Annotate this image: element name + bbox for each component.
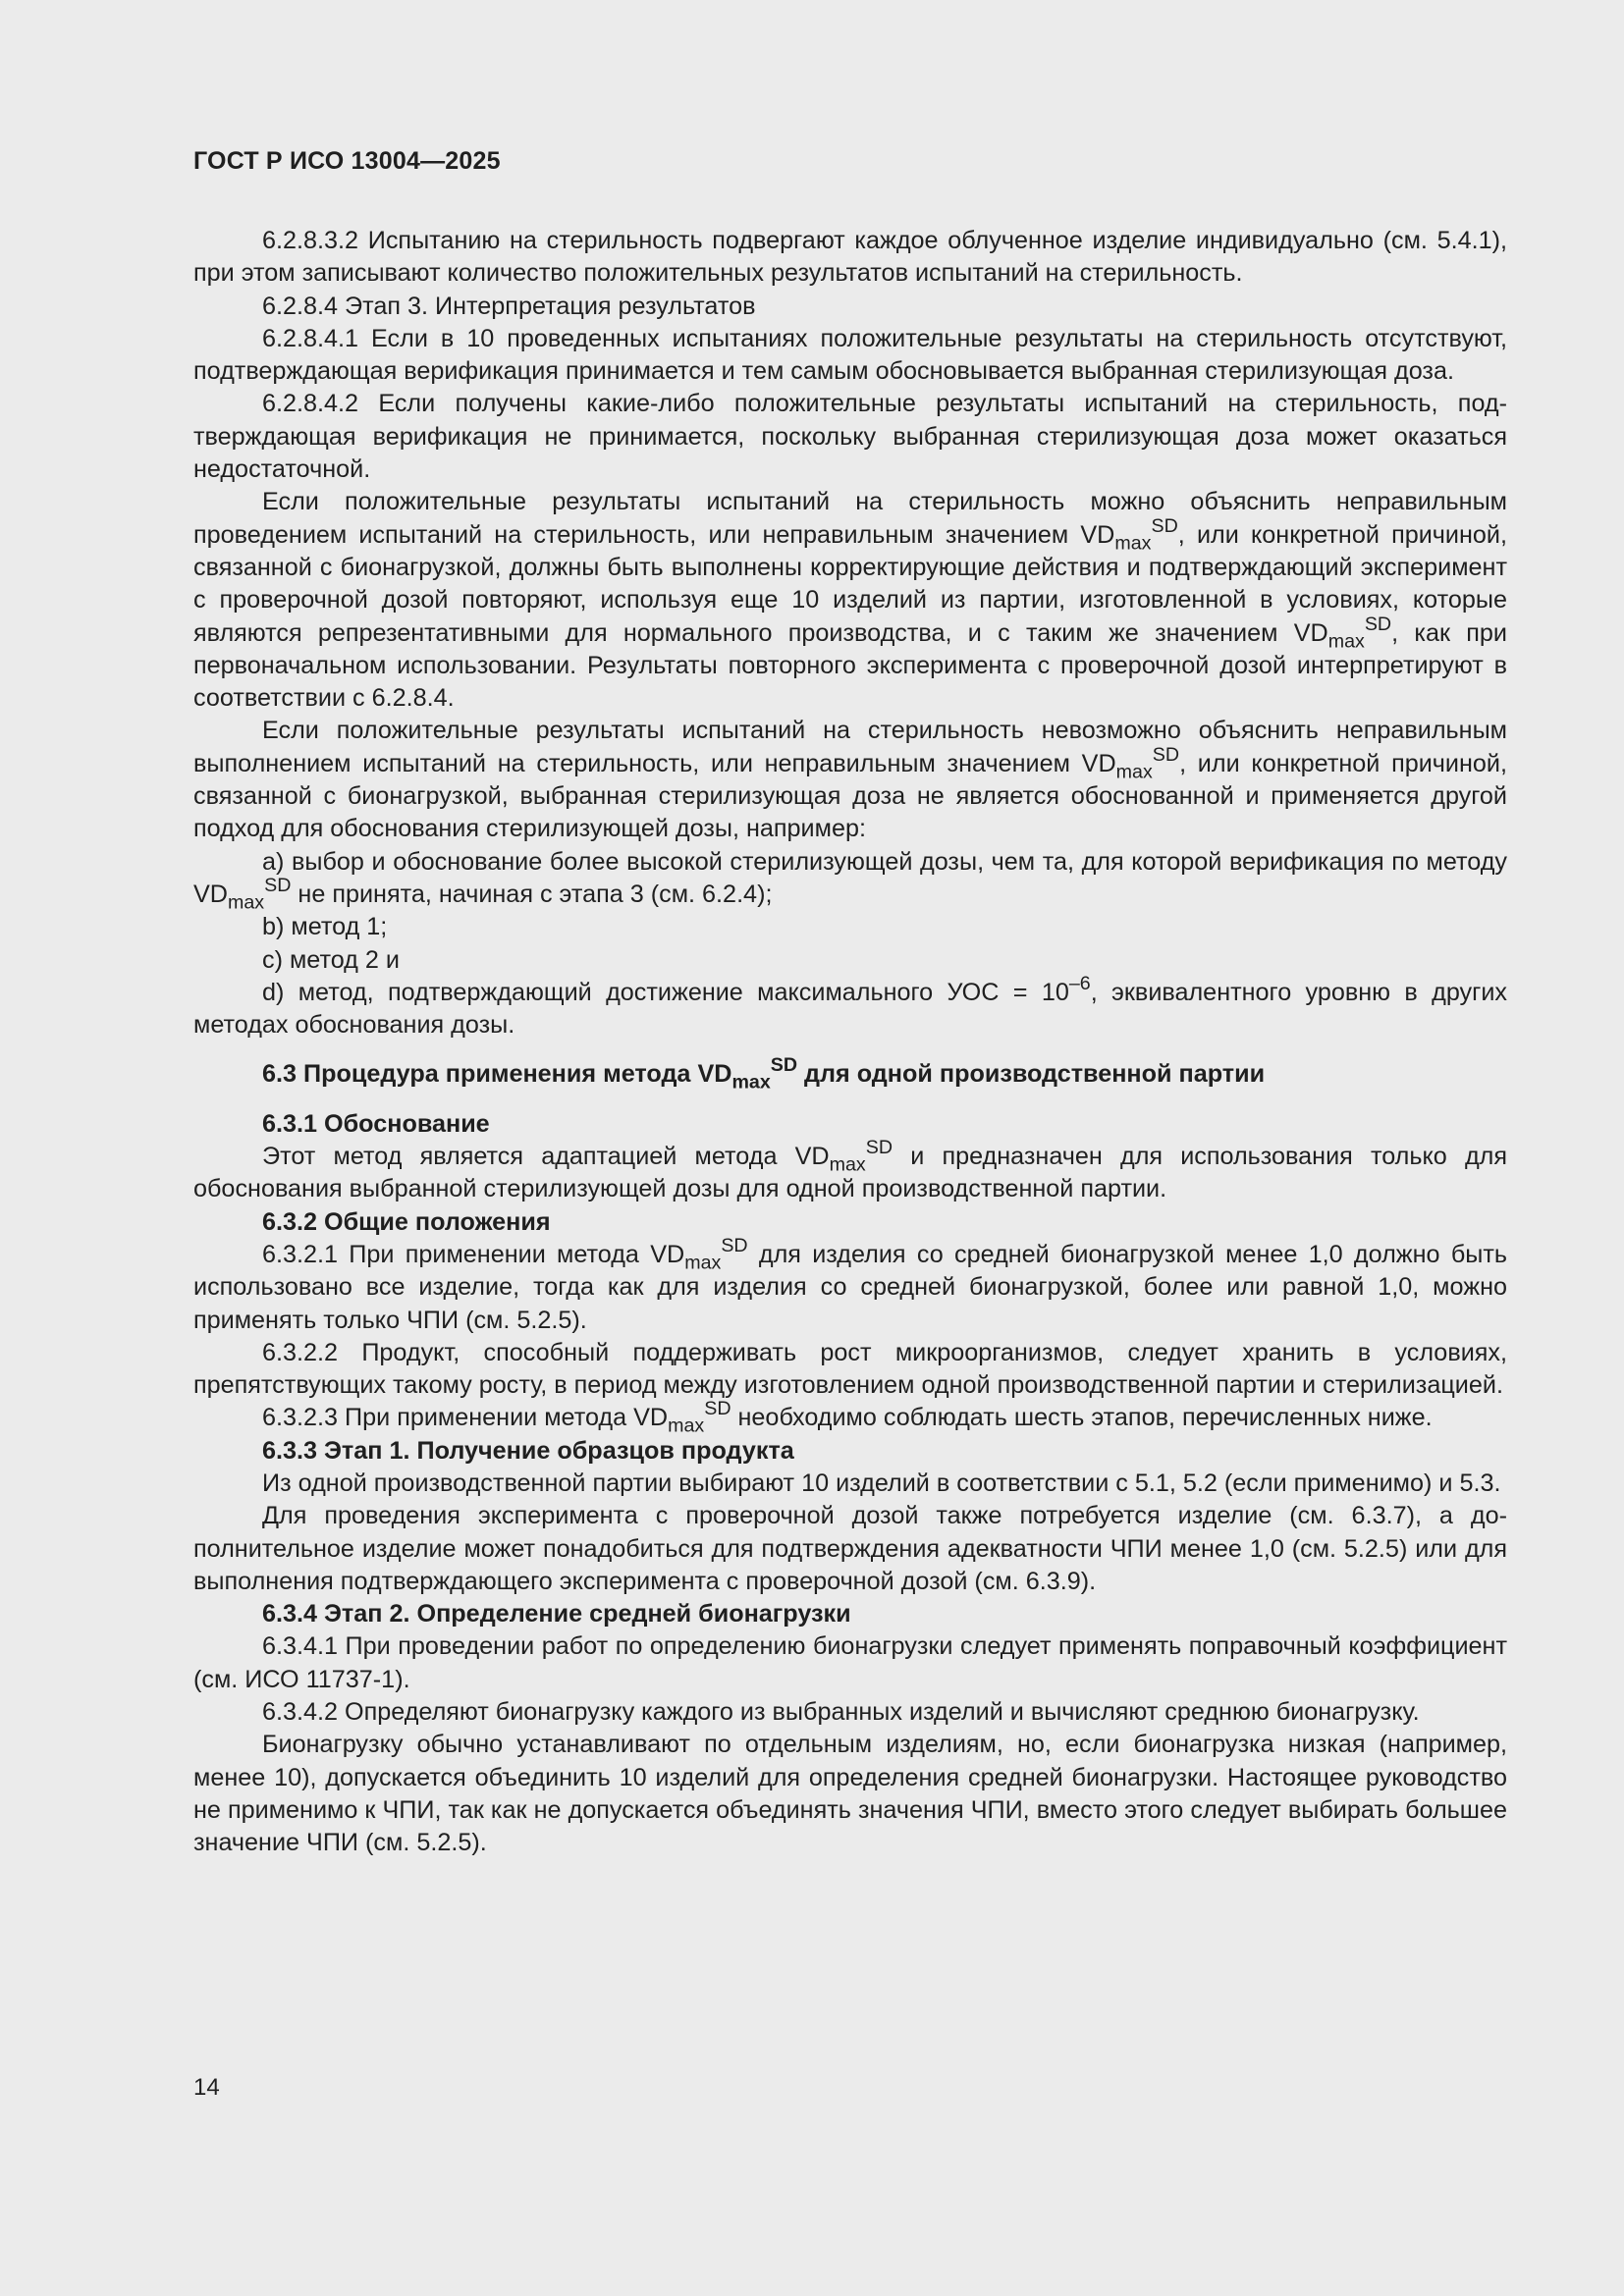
paragraph-6-2-8-4: 6.2.8.4 Этап 3. Интерпретация результатов <box>262 292 756 320</box>
list-item-a: a) выбор и обоснование более высокой стерилизующей дозы, чем та, для которой верификация по методу $VD_{max}^{SD}$ не принята, начиная с этапа 3 (см. 6.2.4); <box>193 847 1507 914</box>
paragraph-6-2-8-3-2: 6.2.8.3.2 Испытанию на стерильность подвергают каждое облученное изделие индивидуально (см. 5.4.1), при этом записывают количество положительных результатов испытаний на стерильность. <box>193 227 1507 288</box>
vdmax-sd-symbol: $VD_{max}^{SD}$ <box>794 1137 893 1176</box>
paragraph-positive-results-explainable: Если положительные результаты испытаний на стерильность можно объяснить неправильным проведением испытаний на стерильность, или неправильным значением $VD_{max}^{SD}$, или конкретной причиной, связанной с бионагрузкой, должны быть выполнены корректирующие действия и подтверждающий эксперимент с проверочной дозой повторяют, используя еще 10 изделий из партии, изготовленной в условиях, которые являются репрезентативными для нормального производства, и с таким же значением $VD_{max}^{SD}$, как при первоначальном использовании. Результаты повторного эксперимента с проверочной дозой интерпретируют в соответствии с 6.2.8.4. <box>193 488 1507 713</box>
paragraph-6-3-4-c: Бионагрузку обычно устанавливают по отдельным изделиям, но, если бионагрузка низкая (например, менее 10), допускается объединить 10 изделий для определения средней бионагрузки. Настоящее руководство не применимо к ЧПИ, так как не допускается объединять значения ЧПИ, вместо этого следует выбирать большее значение ЧПИ (см. 5.2.5). <box>193 1731 1507 1857</box>
paragraph-6-2-8-4-2: 6.2.8.4.2 Если получены какие-либо положительные результаты испытаний на стерильность, подтверждающая верификация не принимается, поскольку выбранная стерилизующая доза может оказаться недостаточной. <box>193 390 1507 484</box>
subsection-heading-6-3-1: 6.3.1 Обоснование <box>262 1109 490 1138</box>
exponent: –6 <box>1068 973 1091 995</box>
vdmax-sd-symbol: $VD_{max}^{SD}$ <box>633 1398 731 1437</box>
page-number: 14 <box>193 2074 220 2101</box>
vdmax-sd-symbol: $VD_{max}^{SD}$ <box>1293 613 1392 652</box>
paragraph-6-3-2-3: 6.3.2.3 При применении метода $VD_{max}^{SD}$ необходимо соблюдать шесть этапов, перечисленных ниже. <box>262 1398 1433 1437</box>
subsection-heading-6-3-4: 6.3.4 Этап 2. Определение средней бионагрузки <box>262 1600 851 1629</box>
document-body <box>193 225 1507 1860</box>
subsection-heading-6-3-2: 6.3.2 Общие положения <box>262 1207 551 1236</box>
paragraph-positive-results-unexplainable: Если положительные результаты испытаний на стерильность невозможно объяснить неправильным выполнением испытаний на стерильность, или неправильным значением $VD_{max}^{SD}$, или конкретной причиной, связанной с бионагрузкой, выбранная стерилизующая доза не является обоснованной и применяется другой подход для обоснования стерилизующей дозы, например: <box>193 717 1507 843</box>
paragraph-6-3-1: Этот метод является адаптацией метода $VD_{max}^{SD}$ и предназначен для использования только для обоснования выбранной стерилизующей дозы для одной производственной партии. <box>193 1137 1507 1203</box>
paragraph-6-3-2-2: 6.3.2.2 Продукт, способный поддерживать рост микроорганизмов, следует хранить в условиях, препятствующих такому росту, в период между изготовлением одной производственной партии и стерилизацией. <box>193 1338 1507 1400</box>
vdmax-sd-symbol: $VD_{max}^{SD}$ <box>193 875 292 914</box>
paragraph-6-2-8-4-1: 6.2.8.4.1 Если в 10 проведенных испытаниях положительные результаты на стерильность отсутствуют, подтверждающая верификация принимается и тем самым обосновывается выбранная стерилизующая доза. <box>193 324 1507 386</box>
paragraph-6-3-3-b: Для проведения эксперимента с проверочной дозой также потребуется изделие (см. 6.3.7), а дополнительное изделие может понадобиться для подтверждения адекватности ЧПИ менее 1,0 (см. 5.2.5) или для выполнения подтверждающего эксперимента с проверочной дозой (см. 6.3.9). <box>193 1502 1507 1595</box>
list-item-d: d) метод, подтверждающий достижение максимального УОС = $10^{-6}$, эквивалентного уровню в других методах обоснования дозы. <box>193 973 1507 1040</box>
document-header: ГОСТ Р ИСО 13004—2025 <box>193 147 501 175</box>
vdmax-sd-symbol: $VD_{max}^{SD}$ <box>650 1235 748 1274</box>
vdmax-sd-symbol: $VD_{max}^{SD}$ <box>1081 743 1180 783</box>
paragraph-6-3-4-2: 6.3.4.2 Определяют бионагрузку каждого из выбранных изделий и вычисляют среднюю бионагрузку. <box>262 1698 1420 1727</box>
vdmax-sd-symbol: $VD_{max}^{SD}$ <box>697 1054 798 1094</box>
subsection-heading-6-3-3: 6.3.3 Этап 1. Получение образцов продукта <box>262 1436 794 1465</box>
paragraph-6-3-3-a: Из одной производственной партии выбирают 10 изделий в соответствии с 5.1, 5.2 (если применимо) и 5.3. <box>262 1468 1501 1497</box>
paragraph-6-3-2-1: 6.3.2.1 При применении метода $VD_{max}^{SD}$ для изделия со средней бионагрузкой менее 1,0 должно быть использовано все изделие, тогда как для изделия со средней бионагрузкой, более или равной 1,0, можно применять только ЧПИ (см. 5.2.5). <box>193 1235 1508 1334</box>
list-item-c: c) метод 2 и <box>262 945 400 974</box>
list-item-b: b) метод 1; <box>262 913 388 941</box>
paragraph-6-3-4-1: 6.3.4.1 При проведении работ по определению бионагрузки следует применять поправочный коэффициент (см. ИСО 11737-1). <box>193 1632 1507 1693</box>
section-heading-6-3: 6.3 Процедура применения метода $VD_{max}^{SD}$ для одной производственной партии <box>262 1054 1266 1094</box>
vdmax-sd-symbol: $VD_{max}^{SD}$ <box>1080 514 1178 554</box>
